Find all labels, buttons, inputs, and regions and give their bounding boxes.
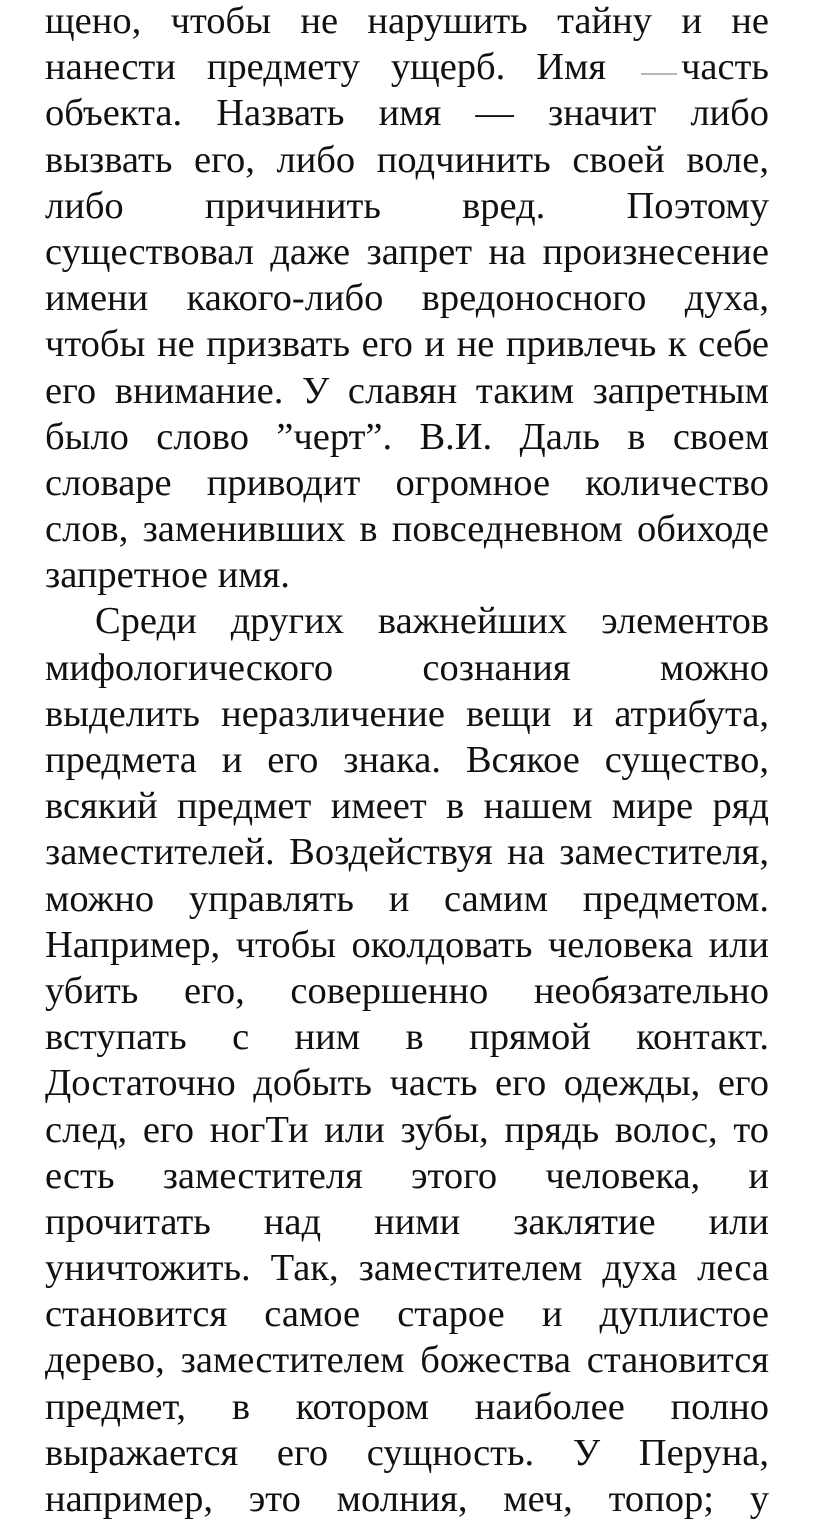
document-page — [45, 0, 769, 1522]
text-line: уничтожить. Так, заместителем духа леса — [45, 1247, 769, 1290]
text-line: убить его, совершенно необязательно — [45, 969, 769, 1012]
text-line: имени какого-либо вредоносного духа, — [45, 277, 769, 320]
text-segment: нанести предмету ущерб. Имя — [45, 46, 638, 89]
text-line: запретное имя. — [45, 554, 290, 597]
text-line: есть заместителя этого человека, и — [45, 1154, 769, 1197]
text-line: можно управлять и самим предметом. — [45, 877, 769, 920]
text-line: было слово ”черт”. В.И. Даль в своем — [45, 415, 769, 458]
text-line: выделить неразличение вещи и атрибута, — [45, 692, 769, 735]
text-line: след, его ногТи или зубы, прядь волос, то — [45, 1108, 769, 1151]
text-segment: часть — [681, 46, 769, 89]
text-line: Достаточно добыть часть его одежды, его — [45, 1062, 769, 1105]
text-line: предмета и его знака. Всякое существо, — [45, 739, 769, 781]
text-line: дерево, заместителем божества становится — [45, 1339, 769, 1382]
text-line: заместителей. Воздействуя на заместителя, — [45, 831, 769, 874]
text-line: объекта. Назвать имя — значит либо — [45, 92, 769, 135]
text-line: Среди других важнейших элементов — [95, 600, 769, 643]
text-line: например, это молния, меч, топор; у — [45, 1478, 769, 1520]
text-line: его внимание. У славян таким запретным — [45, 369, 769, 412]
text-line: слов, заменивших в повседневном обиходе — [45, 508, 769, 551]
paragraph-1 — [45, 0, 769, 598]
text-line: вступать с ним в прямой контакт. — [45, 1016, 769, 1059]
text-line: прочитать над ними заклятие или — [45, 1200, 769, 1243]
paragraph-2 — [45, 598, 769, 1522]
text-line: словаре приводит огромное количество — [45, 461, 769, 504]
text-line: чтобы не призвать его и не привлечь к себе — [45, 323, 769, 366]
text-line: выражается его сущность. У Перуна, — [45, 1431, 769, 1474]
text-line: мифологического сознания можно — [45, 646, 769, 689]
dash-mark — [641, 73, 677, 75]
text-line: либо причинить вред. Поэтому — [45, 184, 769, 227]
text-line: становится самое старое и дуплистое — [45, 1293, 769, 1336]
text-line: вызвать его, либо подчинить своей воле, — [45, 138, 769, 181]
text-line: предмет, в котором наиболее полно — [45, 1385, 769, 1428]
text-line: всякий предмет имеет в нашем мире ряд — [45, 785, 769, 828]
text-line: щено, чтобы не нарушить тайну и не — [45, 0, 769, 42]
text-line: существовал даже запрет на произнесение — [45, 230, 769, 273]
text-line-with-mark — [45, 44, 769, 90]
text-line: Например, чтобы околдовать человека или — [45, 923, 769, 966]
